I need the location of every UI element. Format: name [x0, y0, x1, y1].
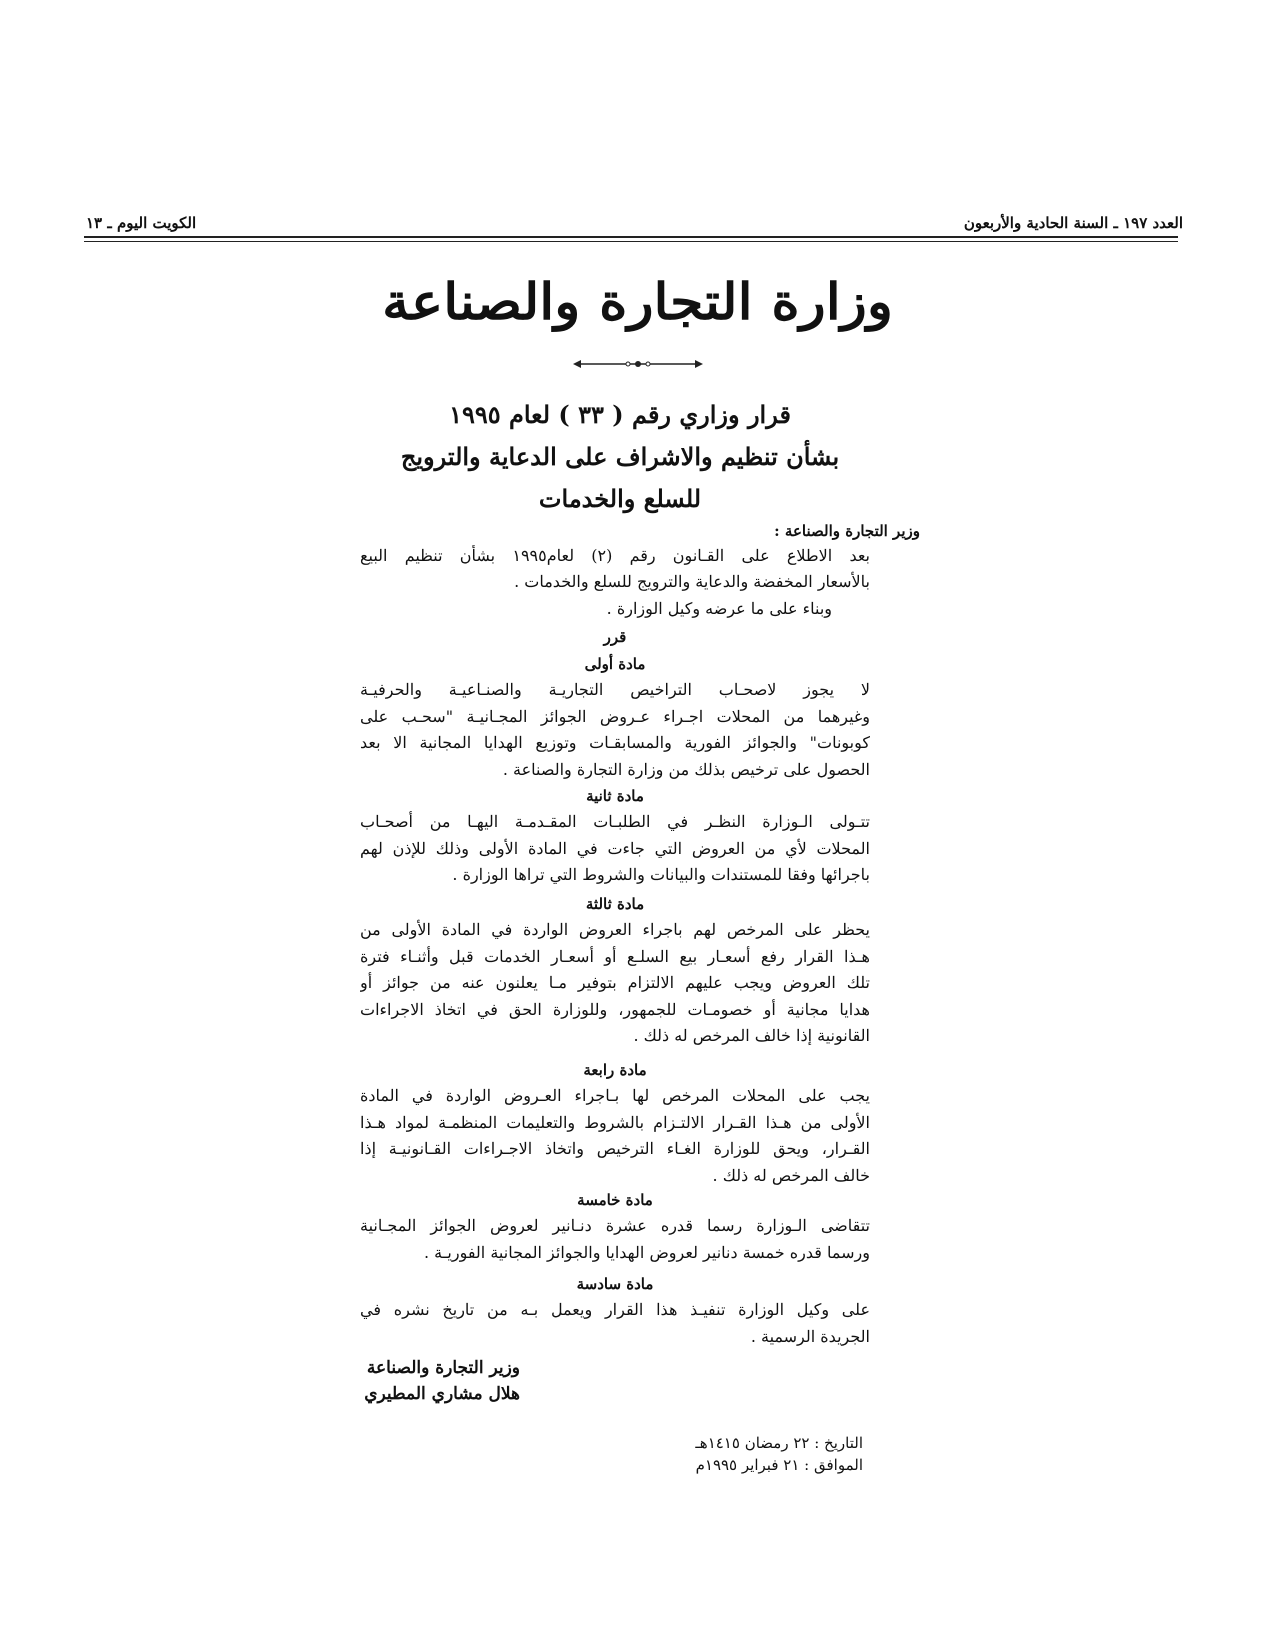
article-text-line: هدايا مجانية أو خصومـات للجمهور، وللوزارة الحق في اتخاذ الاجراءات: [360, 999, 870, 1019]
article-text-line: لا يجوز لاصحـاب التراخيص التجاريـة والصنـاعيـة والحرفيـة: [360, 680, 870, 699]
decision-subject-cont: للسلع والخدمات: [538, 484, 702, 513]
article-heading: مادة ثانية: [586, 787, 644, 805]
decision-title: قرار وزاري رقم ( ٣٣ ) لعام ١٩٩٥: [449, 400, 791, 429]
article-heading: مادة خامسة: [577, 1191, 653, 1209]
article-text-line: باجرائها وفقا للمستندات والبيانات والشروط التي تراها الوزارة .: [452, 865, 870, 884]
decision-subject: بشأن تنظيم والاشراف على الدعاية والترويج: [400, 442, 840, 471]
date-gregorian: الموافق : ٢١ فبراير ١٩٩٥م: [695, 1456, 863, 1474]
issue-header: العدد ١٩٧ ـ السنة الحادية والأربعون: [963, 214, 1183, 232]
article-text-line: وغيرهما من المحلات اجـراء عـروض الجوائز المجـانيـة "سحـب على: [360, 706, 870, 726]
article-heading: مادة سادسة: [576, 1275, 654, 1293]
article-text-line: المحلات لأي من العروض التي جاءت في المادة الأولى وذلك للإذن لهم: [360, 838, 870, 858]
article-heading: مادة أولى: [584, 655, 646, 673]
article-text-line: الحصول على ترخيص بذلك من وزارة التجارة والصناعة .: [502, 759, 870, 779]
article-text-line: يجب على المحلات المرخص لها بـاجراء العـروض الواردة في المادة: [360, 1086, 870, 1105]
signatory-title: وزير التجارة والصناعة: [366, 1358, 520, 1378]
article-text-line: خالف المرخص له ذلك .: [712, 1165, 870, 1185]
article-heading: مادة رابعة: [583, 1061, 647, 1079]
article-text-line: الأولى من هـذا القـرار الالتـزام بالشروط والتعليمات المنظمـة لمواد هـذا: [360, 1112, 870, 1132]
date-hijri: التاريخ : ٢٢ رمضان ١٤١٥هـ: [695, 1434, 863, 1452]
article-text-line: تتقاضى الـوزارة رسما قدره عشرة دنـانير لعروض الجوائز المجـانية: [360, 1216, 870, 1235]
signatory-name: هلال مشاري المطيري: [364, 1384, 520, 1404]
article-text-line: ورسما قدره خمسة دنانير لعروض الهدايا والجوائز المجانية الفوريـة .: [423, 1242, 870, 1262]
article-text-line: تتـولى الـوزارة النظـر في الطلبـات المقـدمـة اليهـا من أصحـاب: [360, 812, 870, 831]
article-text-line: تلك العروض ويجب عليهم الالتزام بتوفير مـا يعلنون عنه من جوائز أو: [360, 973, 870, 992]
ministry-heading: وزارة التجارة والصناعة: [382, 272, 893, 331]
page-number-header: الكويت اليوم ـ ١٣: [86, 214, 197, 232]
article-text-line: القـرار، ويحق للوزارة الغـاء الترخيص واتخاذ الاجـراءات القـانونيـة إذا: [360, 1139, 870, 1158]
article-text-line: هـذا القرار رفع أسعـار بيع السلـع أو أسعـار الخدمات قبل وأثنـاء فترة: [360, 946, 870, 966]
article-text-line: يحظر على المرخص لهم باجراء العروض الواردة في المادة الأولى من: [360, 920, 870, 939]
article-text-line: على وكيل الوزارة تنفيـذ هذا القرار ويعمل بـه من تاريخ نشره في: [360, 1300, 870, 1319]
decided-heading: قرر: [603, 628, 627, 646]
article-text-line: كوبونات" والجوائز الفورية والمسابقـات وتوزيع الهدايا المجانية الا بعد: [360, 733, 870, 752]
preamble-line: بالأسعار المخفضة والدعاية والترويج للسلع والخدمات .: [514, 572, 870, 591]
addressee: وزير التجارة والصناعة :: [774, 522, 920, 540]
article-text-line: الجريدة الرسمية .: [750, 1326, 870, 1346]
preamble-line: وبناء على ما عرضه وكيل الوزارة .: [606, 599, 832, 618]
preamble-line: بعد الاطلاع على القـانون رقم (٢) لعام١٩٩٥ بشأن تنظيم البيع: [360, 546, 870, 565]
article-text-line: القانونية إذا خالف المرخص له ذلك .: [633, 1026, 870, 1045]
article-heading: مادة ثالثة: [585, 895, 645, 913]
